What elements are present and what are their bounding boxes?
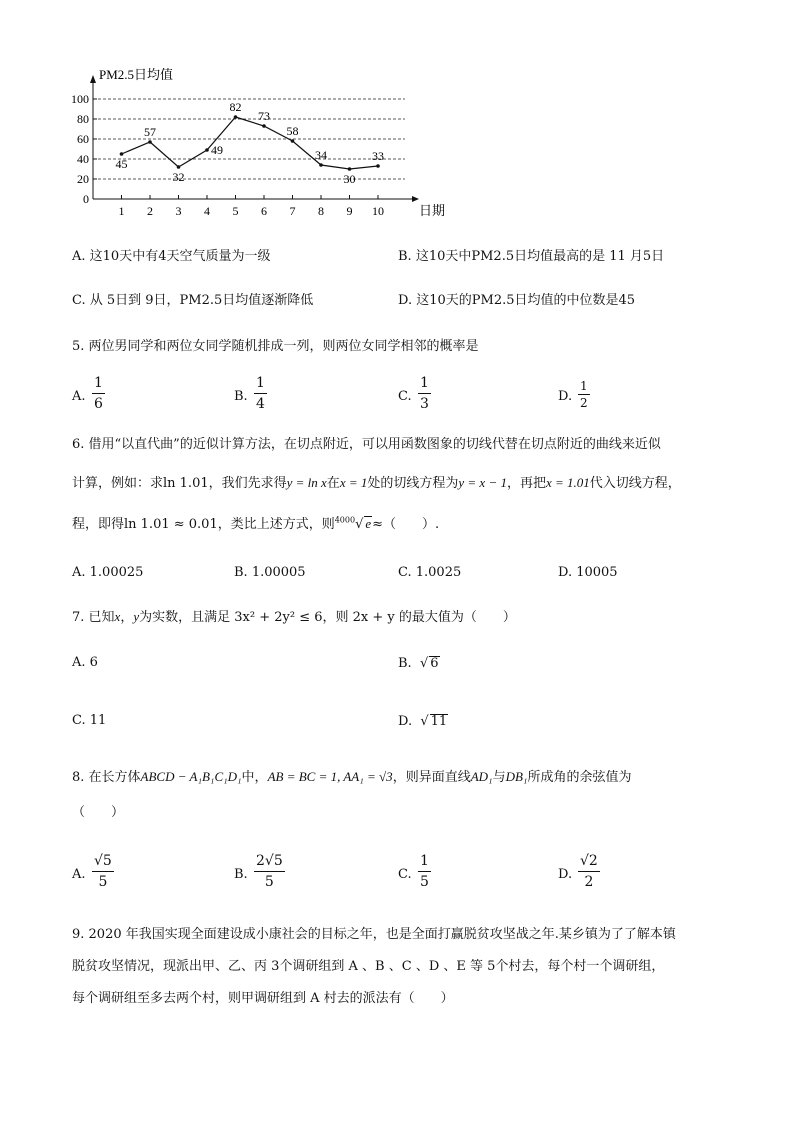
data-point <box>262 124 266 128</box>
numerator: √5 <box>94 853 112 869</box>
y-tick-label: 20 <box>77 172 89 186</box>
q8-option-b-label[interactable]: B. <box>234 867 248 882</box>
q8-option-a-fraction[interactable] <box>92 854 114 889</box>
data-label: 32 <box>172 170 185 184</box>
q8-option-b-fraction[interactable] <box>254 854 285 889</box>
data-label: 57 <box>144 125 156 139</box>
q5-option-b-fraction[interactable] <box>254 376 267 411</box>
q8-option-d-label[interactable]: D. <box>558 867 573 882</box>
q5-option-a-fraction[interactable] <box>92 376 105 411</box>
x-tick-label: 5 <box>232 204 239 218</box>
numerator: 1 <box>580 379 588 393</box>
denominator: 5 <box>98 874 108 890</box>
data-label: 82 <box>229 100 242 114</box>
data-point <box>120 152 124 156</box>
data-label: 30 <box>343 172 356 186</box>
y-tick-label: 40 <box>77 152 89 166</box>
denominator: 5 <box>264 874 274 890</box>
denominator: 6 <box>94 396 103 412</box>
q6-stem-line2: 计算，例如：求ln 1.01，我们先求得y = ln x在x = 1处的切线方程为y = x − 1，再把x = 1.01代入切线方程， <box>72 475 681 491</box>
data-point <box>376 164 380 168</box>
q5-stem: 5. 两位男同学和两位女同学随机排成一列，则两位女同学相邻的概率是 <box>72 339 479 354</box>
q5-option-d-label[interactable]: D. <box>558 389 573 404</box>
root-index: 4000 <box>334 515 356 525</box>
x-tick-label: 7 <box>289 204 296 218</box>
q7-option-c[interactable]: C. 11 <box>72 713 107 728</box>
q6-option-a[interactable]: A. 1.00025 <box>72 565 144 580</box>
q6-option-b[interactable]: B. 1.00005 <box>234 565 306 580</box>
x-tick-label: 9 <box>346 204 353 218</box>
q4-option-b[interactable]: B. 这10天中PM2.5日均值最高的是 11 月5日 <box>398 249 665 264</box>
numerator: √2 <box>580 853 598 869</box>
data-label: 34 <box>315 148 327 162</box>
q5-option-a-label[interactable]: A. <box>72 389 86 404</box>
root-body: e <box>365 516 372 531</box>
data-label: 58 <box>286 124 299 138</box>
denominator: 5 <box>420 874 429 890</box>
q8-option-d-fraction[interactable] <box>578 854 600 889</box>
numerator: 1 <box>94 375 103 391</box>
q4-option-c[interactable]: C. 从 5日到 9日，PM2.5日均值逐渐降低 <box>72 293 314 308</box>
x-tick-label: 3 <box>175 204 182 218</box>
series-line <box>122 117 379 169</box>
data-point <box>291 139 295 143</box>
y-tick-label: 60 <box>77 132 89 146</box>
y-axis-title: PM2.5日均值 <box>99 67 174 82</box>
data-point <box>148 140 152 144</box>
x-tick-label: 6 <box>261 204 267 218</box>
q7-option-d[interactable]: D. √ 11 <box>398 714 448 729</box>
q6-stem-line1: 6. 借用“以直代曲”的近似计算方法，在切点附近，可以用函数图象的切线代替在切点附近的曲线来近似 <box>72 437 661 452</box>
data-point <box>319 163 323 167</box>
q5-option-c-fraction[interactable] <box>418 376 431 411</box>
q9-stem-line3: 每个调研组至多去两个村，则甲调研组到 A 村去的派法有（ ） <box>72 991 454 1006</box>
q8-option-a-label[interactable]: A. <box>72 867 86 882</box>
data-label: 49 <box>211 143 223 157</box>
x-tick-label: 4 <box>204 204 210 218</box>
q7-stem: 7. 已知x，y为实数，且满足 3x² + 2y² ≤ 6，则 2x + y 的最大值为（ ） <box>72 609 516 625</box>
data-point <box>177 165 181 169</box>
x-axis-arrow <box>412 196 419 202</box>
y-tick-label: 0 <box>83 192 89 206</box>
q4-option-d[interactable]: D. 这10天的PM2.5日均值的中位数是45 <box>398 293 636 308</box>
x-tick-label: 1 <box>118 204 125 218</box>
x-tick-label: 2 <box>147 204 153 218</box>
denominator: 3 <box>420 396 429 412</box>
q6-option-d[interactable]: D. 10005 <box>558 565 618 580</box>
x-tick-label: 10 <box>372 204 384 218</box>
q9-stem-line1: 9. 2020 年我国实现全面建设成小康社会的目标之年，也是全面打赢脱贫攻坚战之年.某乡镇为了了解本镇 <box>72 927 676 942</box>
numerator: 1 <box>420 375 429 391</box>
data-label: 73 <box>258 109 270 123</box>
x-axis-title: 日期 <box>419 203 446 218</box>
data-label: 33 <box>372 149 384 163</box>
y-tick-label: 100 <box>71 92 89 106</box>
q7-option-a[interactable]: A. 6 <box>72 655 98 670</box>
data-point <box>234 115 238 119</box>
q8-stem: 8. 在长方体ABCD − A₁B₁C₁D₁中，AB = BC = 1, AA₁ = √3，则异面直线AD₁与DB₁所成角的余弦值为 <box>72 769 632 785</box>
y-tick-label: 80 <box>77 112 89 126</box>
data-label: 45 <box>115 157 128 171</box>
q8-paren: （ ） <box>72 805 125 820</box>
data-point <box>348 167 352 171</box>
q6-stem-line3: 程，即得ln 1.01 ≈ 0.01，类比上述方式，则$^{4000}$√ e≈（ ）. <box>72 515 440 532</box>
q5-option-d-fraction[interactable] <box>578 380 590 409</box>
denominator: 2 <box>584 874 594 890</box>
q8-option-c-label[interactable]: C. <box>398 867 412 882</box>
numerator: 1 <box>420 853 429 869</box>
q4-option-a[interactable]: A. 这10天中有4天空气质量为一级 <box>72 249 271 264</box>
data-point <box>205 148 209 152</box>
q5-option-b-label[interactable]: B. <box>234 389 248 404</box>
x-tick-label: 8 <box>318 204 324 218</box>
denominator: 2 <box>580 396 588 410</box>
denominator: 4 <box>256 396 265 412</box>
q8-option-c-fraction[interactable] <box>418 854 431 889</box>
numerator: 1 <box>256 375 265 391</box>
q9-stem-line2: 脱贫攻坚情况，现派出甲、乙、丙 3个调研组到 A 、B 、C 、D 、E 等 5个村去，每个村一个调研组， <box>72 959 665 974</box>
q7-option-b[interactable]: B. √ 6 <box>398 656 439 671</box>
q5-option-c-label[interactable]: C. <box>398 389 412 404</box>
q6-option-c[interactable]: C. 1.0025 <box>398 565 462 580</box>
numerator: 2√5 <box>256 853 283 869</box>
pm25-line-chart <box>60 62 490 222</box>
y-axis-arrow <box>90 75 96 83</box>
